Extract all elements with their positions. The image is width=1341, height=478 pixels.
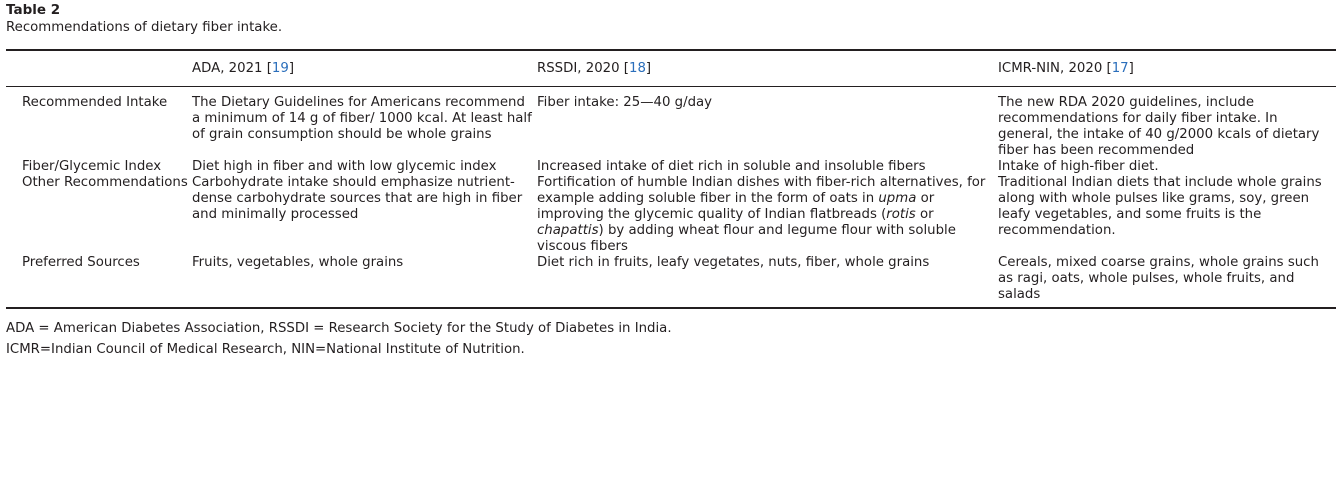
- table-cell: Traditional Indian diets that include whole grains along with whole pulses like grams, soy, green leafy vegetables, and some fruits is the recommendation.: [998, 175, 1322, 238]
- row-label-cell: Preferred Sources: [22, 255, 140, 270]
- header-cell-rssdi: RSSDI, 2020 [18]: [537, 61, 652, 76]
- table-row: [6, 255, 1336, 307]
- table-row: [6, 159, 1336, 175]
- footnote: ICMR=Indian Council of Medical Research, NIN=National Institute of Nutrition.: [6, 342, 525, 357]
- row-label-cell: Fiber/Glycemic Index: [22, 159, 162, 174]
- table-cell: Increased intake of diet rich in soluble and insoluble fibers: [537, 159, 926, 174]
- table-footnotes: [6, 320, 1336, 358]
- table-cell: The Dietary Guidelines for Americans recommend a minimum of 14 g of fiber/ 1000 kcal. At least half of grain consumption should be whole grains: [192, 95, 532, 142]
- fiber-recommendations-table: [6, 51, 1336, 86]
- table-cell: Fortification of humble Indian dishes with fiber-rich alternatives, for example adding soluble fiber in the form of oats in upma or improving the glycemic quality of Indian flatbreads (rotis or chapattis) by adding wheat flour and legume flour with soluble viscous fibers: [537, 175, 986, 254]
- table-cell: Intake of high-fiber diet.: [998, 159, 1159, 174]
- header-row: [6, 51, 1336, 86]
- reference-link[interactable]: 18: [629, 61, 646, 76]
- table-cell: Diet rich in fruits, leafy vegetates, nuts, fiber, whole grains: [537, 255, 930, 270]
- header-cell-icmr: ICMR-NIN, 2020 [17]: [998, 61, 1134, 76]
- header-cell-empty: [6, 51, 192, 86]
- table-label: Table 2: [6, 2, 61, 18]
- table-cell: Cereals, mixed coarse grains, whole grains such as ragi, oats, whole pulses, whole fruits, and salads: [998, 255, 1319, 302]
- table-cell: Diet high in fiber and with low glycemic index: [192, 159, 497, 174]
- table-figure: [6, 2, 1336, 362]
- table-caption: Recommendations of dietary fiber intake.: [6, 20, 283, 35]
- fiber-recommendations-body: [6, 87, 1336, 307]
- table-cell: Carbohydrate intake should emphasize nutrient-dense carbohydrate sources that are high in fiber and minimally processed: [192, 175, 523, 222]
- header-cell-ada: ADA, 2021 [19]: [192, 61, 295, 76]
- bottom-rule: [6, 307, 1336, 309]
- table-cell: Fiber intake: 25—40 g/day: [537, 95, 713, 110]
- reference-link[interactable]: 17: [1111, 61, 1129, 76]
- table-cell: Fruits, vegetables, whole grains: [192, 255, 404, 270]
- table-row: [6, 175, 1336, 255]
- table-row: [6, 87, 1336, 159]
- table-cell: The new RDA 2020 guidelines, include recommendations for daily fiber intake. In general, the intake of 40 g/2000 kcals of dietary fiber has been recommended: [998, 95, 1320, 158]
- row-label-cell: Other Recommendations: [22, 175, 188, 190]
- footnote: ADA = American Diabetes Association, RSSDI = Research Society for the Study of Diabetes in India.: [6, 321, 672, 336]
- reference-link[interactable]: 19: [271, 61, 289, 76]
- row-label-cell: Recommended Intake: [22, 95, 168, 110]
